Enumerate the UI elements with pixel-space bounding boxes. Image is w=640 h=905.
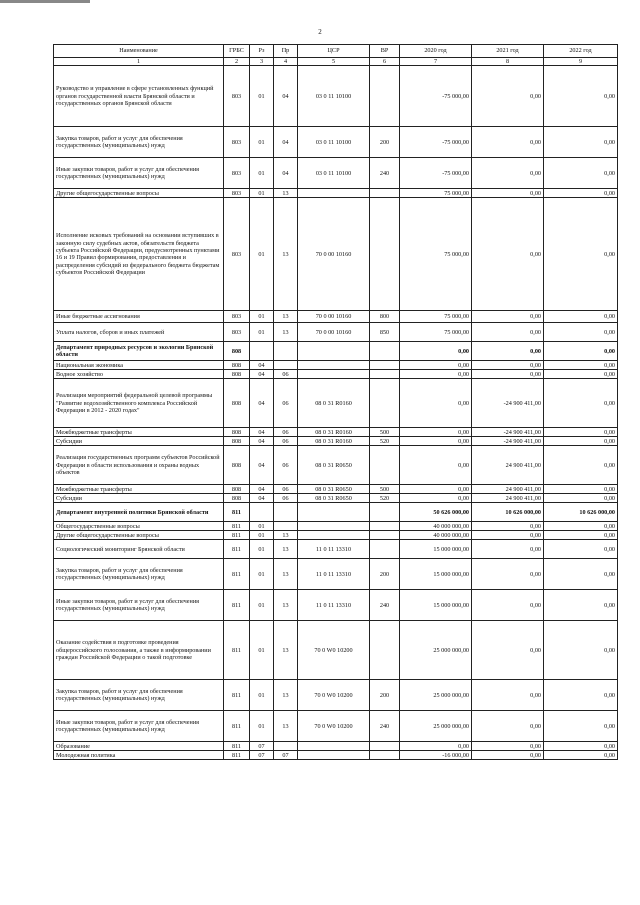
header-cell: 2021 год [472, 45, 544, 58]
rz-cell: 01 [250, 189, 274, 198]
csr-cell [298, 370, 370, 379]
pr-cell: 13 [274, 590, 298, 621]
rz-cell: 01 [250, 198, 274, 311]
amount-2020-cell: -16 000,00 [400, 751, 472, 760]
rz-cell [250, 503, 274, 522]
index-cell: 9 [544, 58, 618, 66]
item-name: Закупка товаров, работ и услуг для обеспечения государственных (муниципальных) нужд [54, 127, 224, 158]
item-name: Оказание содействия в подготовке проведения общероссийского голосования, а также в информировании граждан Российской Федерации о такой подготовке [54, 621, 224, 680]
table-row [54, 540, 618, 559]
index-cell: 4 [274, 58, 298, 66]
vr-cell: 240 [370, 158, 400, 189]
csr-cell: 70 0 00 10160 [298, 311, 370, 323]
rz-cell: 01 [250, 540, 274, 559]
rz-cell: 01 [250, 311, 274, 323]
grbs-cell: 808 [224, 485, 250, 494]
amount-2020-cell: 0,00 [400, 742, 472, 751]
vr-cell: 520 [370, 437, 400, 446]
pr-cell: 13 [274, 189, 298, 198]
amount-2021-cell: 10 626 000,00 [472, 503, 544, 522]
index-cell: 2 [224, 58, 250, 66]
pr-cell: 04 [274, 158, 298, 189]
pr-cell [274, 742, 298, 751]
vr-cell: 850 [370, 323, 400, 342]
rz-cell: 04 [250, 428, 274, 437]
pr-cell: 06 [274, 379, 298, 428]
amount-2022-cell: 0,00 [544, 437, 618, 446]
index-cell: 8 [472, 58, 544, 66]
amount-2022-cell: 0,00 [544, 742, 618, 751]
rz-cell: 01 [250, 559, 274, 590]
rz-cell: 07 [250, 751, 274, 760]
grbs-cell: 803 [224, 66, 250, 127]
rz-cell: 04 [250, 437, 274, 446]
amount-2020-cell: 0,00 [400, 428, 472, 437]
csr-cell [298, 742, 370, 751]
item-name: Руководство и управление в сфере установленных функций органов государственной власти Брянской области и государственных органов Брянской области [54, 66, 224, 127]
amount-2021-cell: 0,00 [472, 342, 544, 361]
item-name: Департамент внутренней политики Брянской области [54, 503, 224, 522]
vr-cell: 800 [370, 311, 400, 323]
column-index-row [54, 58, 618, 66]
amount-2022-cell: 0,00 [544, 323, 618, 342]
pr-cell: 13 [274, 711, 298, 742]
table-row [54, 158, 618, 189]
pr-cell: 06 [274, 485, 298, 494]
item-name: Иные закупки товаров, работ и услуг для обеспечения государственных (муниципальных) нужд [54, 158, 224, 189]
csr-cell: 03 0 11 10100 [298, 127, 370, 158]
amount-2021-cell: 0,00 [472, 522, 544, 531]
csr-cell: 08 0 31 R0650 [298, 446, 370, 485]
table-row [54, 503, 618, 522]
amount-2022-cell: 0,00 [544, 590, 618, 621]
table-row [54, 446, 618, 485]
table-row [54, 437, 618, 446]
item-name: Социологический мониторинг Брянской области [54, 540, 224, 559]
csr-cell: 11 0 11 13310 [298, 590, 370, 621]
table-row [54, 751, 618, 760]
item-name: Иные закупки товаров, работ и услуг для обеспечения государственных (муниципальных) нужд [54, 590, 224, 621]
pr-cell [274, 522, 298, 531]
table-row [54, 711, 618, 742]
grbs-cell: 811 [224, 590, 250, 621]
index-cell: 3 [250, 58, 274, 66]
grbs-cell: 808 [224, 446, 250, 485]
grbs-cell: 811 [224, 711, 250, 742]
csr-cell [298, 189, 370, 198]
amount-2020-cell: 25 000 000,00 [400, 621, 472, 680]
item-name: Общегосударственные вопросы [54, 522, 224, 531]
grbs-cell: 803 [224, 158, 250, 189]
vr-cell [370, 379, 400, 428]
amount-2020-cell: 0,00 [400, 361, 472, 370]
amount-2020-cell: 15 000 000,00 [400, 559, 472, 590]
csr-cell: 11 0 11 13310 [298, 540, 370, 559]
item-name: Закупка товаров, работ и услуг для обеспечения государственных (муниципальных) нужд [54, 559, 224, 590]
csr-cell [298, 531, 370, 540]
grbs-cell: 811 [224, 503, 250, 522]
item-name: Уплата налогов, сборов и иных платежей [54, 323, 224, 342]
table-row [54, 66, 618, 127]
index-cell: 1 [54, 58, 224, 66]
csr-cell: 08 0 31 R0650 [298, 494, 370, 503]
amount-2022-cell: 0,00 [544, 66, 618, 127]
table-row [54, 621, 618, 680]
pr-cell [274, 503, 298, 522]
rz-cell [250, 342, 274, 361]
pr-cell: 13 [274, 311, 298, 323]
pr-cell: 13 [274, 198, 298, 311]
rz-cell: 01 [250, 127, 274, 158]
amount-2021-cell: 0,00 [472, 66, 544, 127]
amount-2020-cell: 75 000,00 [400, 311, 472, 323]
vr-cell: 200 [370, 127, 400, 158]
amount-2022-cell: 10 626 000,00 [544, 503, 618, 522]
amount-2020-cell: 15 000 000,00 [400, 540, 472, 559]
item-name: Межбюджетные трансферты [54, 428, 224, 437]
table-row [54, 379, 618, 428]
pr-cell: 13 [274, 680, 298, 711]
amount-2022-cell: 0,00 [544, 559, 618, 590]
csr-cell [298, 342, 370, 361]
item-name: Межбюджетные трансферты [54, 485, 224, 494]
amount-2020-cell: 75 000,00 [400, 189, 472, 198]
vr-cell [370, 66, 400, 127]
csr-cell: 08 0 31 R0160 [298, 437, 370, 446]
amount-2022-cell: 0,00 [544, 198, 618, 311]
item-name: Субсидии [54, 437, 224, 446]
pr-cell: 06 [274, 437, 298, 446]
amount-2022-cell: 0,00 [544, 531, 618, 540]
amount-2022-cell: 0,00 [544, 342, 618, 361]
table-row [54, 590, 618, 621]
vr-cell [370, 531, 400, 540]
pr-cell [274, 342, 298, 361]
grbs-cell: 811 [224, 742, 250, 751]
table-row [54, 342, 618, 361]
vr-cell [370, 370, 400, 379]
item-name: Департамент природных ресурсов и экологии Брянской области [54, 342, 224, 361]
amount-2021-cell: 0,00 [472, 370, 544, 379]
amount-2022-cell: 0,00 [544, 522, 618, 531]
table-row [54, 370, 618, 379]
item-name: Исполнение исковых требований на основании вступивших в законную силу судебных актов, обязательств бюджета субъекта Российской Федерации, предусмотренных пунктами 16 и 19 Правил формирования, предоставления и распределения субсидий из федерального бюджета бюджетам субъектов Российской Федерации [54, 198, 224, 311]
amount-2020-cell: 0,00 [400, 437, 472, 446]
amount-2021-cell: 0,00 [472, 198, 544, 311]
csr-cell: 08 0 31 R0160 [298, 379, 370, 428]
item-name: Другие общегосударственные вопросы [54, 531, 224, 540]
rz-cell: 01 [250, 711, 274, 742]
rz-cell: 01 [250, 590, 274, 621]
budget-table [53, 44, 618, 760]
amount-2022-cell: 0,00 [544, 711, 618, 742]
grbs-cell: 811 [224, 531, 250, 540]
csr-cell: 70 0 00 10160 [298, 198, 370, 311]
amount-2020-cell: 40 000 000,00 [400, 531, 472, 540]
amount-2022-cell: 0,00 [544, 540, 618, 559]
amount-2020-cell: -75 000,00 [400, 158, 472, 189]
csr-cell: 11 0 11 13310 [298, 559, 370, 590]
csr-cell [298, 361, 370, 370]
pr-cell: 04 [274, 127, 298, 158]
grbs-cell: 808 [224, 437, 250, 446]
amount-2020-cell: 25 000 000,00 [400, 680, 472, 711]
vr-cell [370, 189, 400, 198]
item-name: Реализация мероприятий федеральной целевой программы "Развитие водохозяйственного комплекса Российской Федерации в 2012 - 2020 годах" [54, 379, 224, 428]
grbs-cell: 808 [224, 379, 250, 428]
amount-2020-cell: 40 000 000,00 [400, 522, 472, 531]
grbs-cell: 803 [224, 198, 250, 311]
vr-cell: 500 [370, 428, 400, 437]
table-row [54, 323, 618, 342]
table-row [54, 494, 618, 503]
index-cell: 6 [370, 58, 400, 66]
amount-2020-cell: 75 000,00 [400, 198, 472, 311]
page-number: 2 [318, 28, 322, 36]
table-row [54, 198, 618, 311]
header-cell: Пр [274, 45, 298, 58]
rz-cell: 04 [250, 494, 274, 503]
grbs-cell: 811 [224, 680, 250, 711]
amount-2021-cell: 0,00 [472, 742, 544, 751]
grbs-cell: 803 [224, 189, 250, 198]
item-name: Иные бюджетные ассигнования [54, 311, 224, 323]
rz-cell: 04 [250, 446, 274, 485]
csr-cell: 70 0 W0 10200 [298, 621, 370, 680]
grbs-cell: 803 [224, 323, 250, 342]
rz-cell: 01 [250, 531, 274, 540]
vr-cell [370, 503, 400, 522]
amount-2021-cell: 0,00 [472, 621, 544, 680]
grbs-cell: 811 [224, 621, 250, 680]
amount-2021-cell: 0,00 [472, 540, 544, 559]
rz-cell: 07 [250, 742, 274, 751]
vr-cell [370, 361, 400, 370]
vr-cell [370, 342, 400, 361]
header-cell: Наименование [54, 45, 224, 58]
grbs-cell: 803 [224, 311, 250, 323]
vr-cell [370, 751, 400, 760]
amount-2021-cell: 0,00 [472, 711, 544, 742]
rz-cell: 01 [250, 621, 274, 680]
csr-cell: 70 0 00 10160 [298, 323, 370, 342]
table-row [54, 485, 618, 494]
csr-cell: 03 0 11 10100 [298, 158, 370, 189]
rz-cell: 01 [250, 323, 274, 342]
amount-2020-cell: -75 000,00 [400, 66, 472, 127]
grbs-cell: 808 [224, 370, 250, 379]
header-cell: 2020 год [400, 45, 472, 58]
amount-2021-cell: 0,00 [472, 311, 544, 323]
vr-cell: 500 [370, 485, 400, 494]
amount-2021-cell: 24 900 411,00 [472, 494, 544, 503]
table-row [54, 522, 618, 531]
amount-2021-cell: 0,00 [472, 189, 544, 198]
amount-2021-cell: 0,00 [472, 751, 544, 760]
vr-cell [370, 742, 400, 751]
header-cell: Рз [250, 45, 274, 58]
amount-2022-cell: 0,00 [544, 751, 618, 760]
pr-cell: 07 [274, 751, 298, 760]
item-name: Молодежная политика [54, 751, 224, 760]
amount-2021-cell: 0,00 [472, 559, 544, 590]
pr-cell: 13 [274, 540, 298, 559]
header-cell: ГРБС [224, 45, 250, 58]
item-name: Иные закупки товаров, работ и услуг для обеспечения государственных (муниципальных) нужд [54, 711, 224, 742]
amount-2020-cell: 0,00 [400, 485, 472, 494]
vr-cell [370, 198, 400, 311]
pr-cell: 04 [274, 66, 298, 127]
amount-2020-cell: 15 000 000,00 [400, 590, 472, 621]
index-cell: 7 [400, 58, 472, 66]
pr-cell: 06 [274, 494, 298, 503]
amount-2022-cell: 0,00 [544, 311, 618, 323]
amount-2020-cell: 25 000 000,00 [400, 711, 472, 742]
amount-2020-cell: 75 000,00 [400, 323, 472, 342]
csr-cell: 70 0 W0 10200 [298, 680, 370, 711]
amount-2020-cell: 0,00 [400, 494, 472, 503]
vr-cell: 240 [370, 590, 400, 621]
amount-2020-cell: -75 000,00 [400, 127, 472, 158]
amount-2022-cell: 0,00 [544, 370, 618, 379]
pr-cell: 13 [274, 559, 298, 590]
pr-cell: 06 [274, 446, 298, 485]
header-cell: ЦСР [298, 45, 370, 58]
item-name: Субсидии [54, 494, 224, 503]
csr-cell [298, 751, 370, 760]
vr-cell [370, 540, 400, 559]
rz-cell: 04 [250, 485, 274, 494]
vr-cell: 200 [370, 559, 400, 590]
pr-cell: 13 [274, 621, 298, 680]
scan-edge-mark [0, 0, 90, 3]
rz-cell: 01 [250, 680, 274, 711]
amount-2021-cell: 0,00 [472, 361, 544, 370]
amount-2022-cell: 0,00 [544, 446, 618, 485]
pr-cell: 13 [274, 531, 298, 540]
vr-cell: 200 [370, 680, 400, 711]
item-name: Национальная экономика [54, 361, 224, 370]
amount-2022-cell: 0,00 [544, 494, 618, 503]
amount-2020-cell: 50 626 000,00 [400, 503, 472, 522]
amount-2022-cell: 0,00 [544, 428, 618, 437]
amount-2022-cell: 0,00 [544, 485, 618, 494]
table-row [54, 127, 618, 158]
item-name: Образование [54, 742, 224, 751]
header-cell: 2022 год [544, 45, 618, 58]
header-row [54, 45, 618, 58]
grbs-cell: 803 [224, 127, 250, 158]
vr-cell: 240 [370, 711, 400, 742]
rz-cell: 04 [250, 361, 274, 370]
grbs-cell: 811 [224, 522, 250, 531]
table-row [54, 680, 618, 711]
grbs-cell: 811 [224, 540, 250, 559]
amount-2022-cell: 0,00 [544, 158, 618, 189]
amount-2021-cell: 0,00 [472, 531, 544, 540]
amount-2021-cell: 0,00 [472, 590, 544, 621]
vr-cell: 520 [370, 494, 400, 503]
header-cell: ВР [370, 45, 400, 58]
amount-2020-cell: 0,00 [400, 342, 472, 361]
amount-2020-cell: 0,00 [400, 370, 472, 379]
amount-2022-cell: 0,00 [544, 189, 618, 198]
pr-cell: 13 [274, 323, 298, 342]
table-row [54, 559, 618, 590]
vr-cell [370, 522, 400, 531]
item-name: Другие общегосударственные вопросы [54, 189, 224, 198]
csr-cell: 03 0 11 10100 [298, 66, 370, 127]
item-name: Закупка товаров, работ и услуг для обеспечения государственных (муниципальных) нужд [54, 680, 224, 711]
amount-2020-cell: 0,00 [400, 379, 472, 428]
table-row [54, 311, 618, 323]
table-row [54, 428, 618, 437]
amount-2021-cell: 0,00 [472, 680, 544, 711]
table-row [54, 189, 618, 198]
amount-2020-cell: 0,00 [400, 446, 472, 485]
amount-2022-cell: 0,00 [544, 361, 618, 370]
rz-cell: 04 [250, 379, 274, 428]
table-row [54, 531, 618, 540]
pr-cell: 06 [274, 370, 298, 379]
index-cell: 5 [298, 58, 370, 66]
amount-2021-cell: 0,00 [472, 127, 544, 158]
amount-2021-cell: -24 900 411,00 [472, 379, 544, 428]
amount-2021-cell: -24 900 411,00 [472, 428, 544, 437]
csr-cell [298, 522, 370, 531]
rz-cell: 04 [250, 370, 274, 379]
item-name: Водное хозяйство [54, 370, 224, 379]
csr-cell: 08 0 31 R0650 [298, 485, 370, 494]
table-row [54, 361, 618, 370]
amount-2021-cell: 24 900 411,00 [472, 485, 544, 494]
rz-cell: 01 [250, 66, 274, 127]
grbs-cell: 808 [224, 342, 250, 361]
amount-2021-cell: 0,00 [472, 158, 544, 189]
vr-cell [370, 621, 400, 680]
amount-2022-cell: 0,00 [544, 127, 618, 158]
item-name: Реализация государственных программ субъектов Российской Федерации в области использования и охраны водных объектов [54, 446, 224, 485]
grbs-cell: 811 [224, 559, 250, 590]
amount-2021-cell: -24 900 411,00 [472, 437, 544, 446]
grbs-cell: 808 [224, 361, 250, 370]
amount-2021-cell: 0,00 [472, 323, 544, 342]
pr-cell [274, 361, 298, 370]
table-row [54, 742, 618, 751]
grbs-cell: 811 [224, 751, 250, 760]
grbs-cell: 808 [224, 494, 250, 503]
vr-cell [370, 446, 400, 485]
csr-cell: 08 0 31 R0160 [298, 428, 370, 437]
csr-cell [298, 503, 370, 522]
rz-cell: 01 [250, 522, 274, 531]
pr-cell: 06 [274, 428, 298, 437]
rz-cell: 01 [250, 158, 274, 189]
amount-2022-cell: 0,00 [544, 680, 618, 711]
csr-cell: 70 0 W0 10200 [298, 711, 370, 742]
amount-2022-cell: 0,00 [544, 379, 618, 428]
amount-2022-cell: 0,00 [544, 621, 618, 680]
amount-2021-cell: 24 900 411,00 [472, 446, 544, 485]
grbs-cell: 808 [224, 428, 250, 437]
